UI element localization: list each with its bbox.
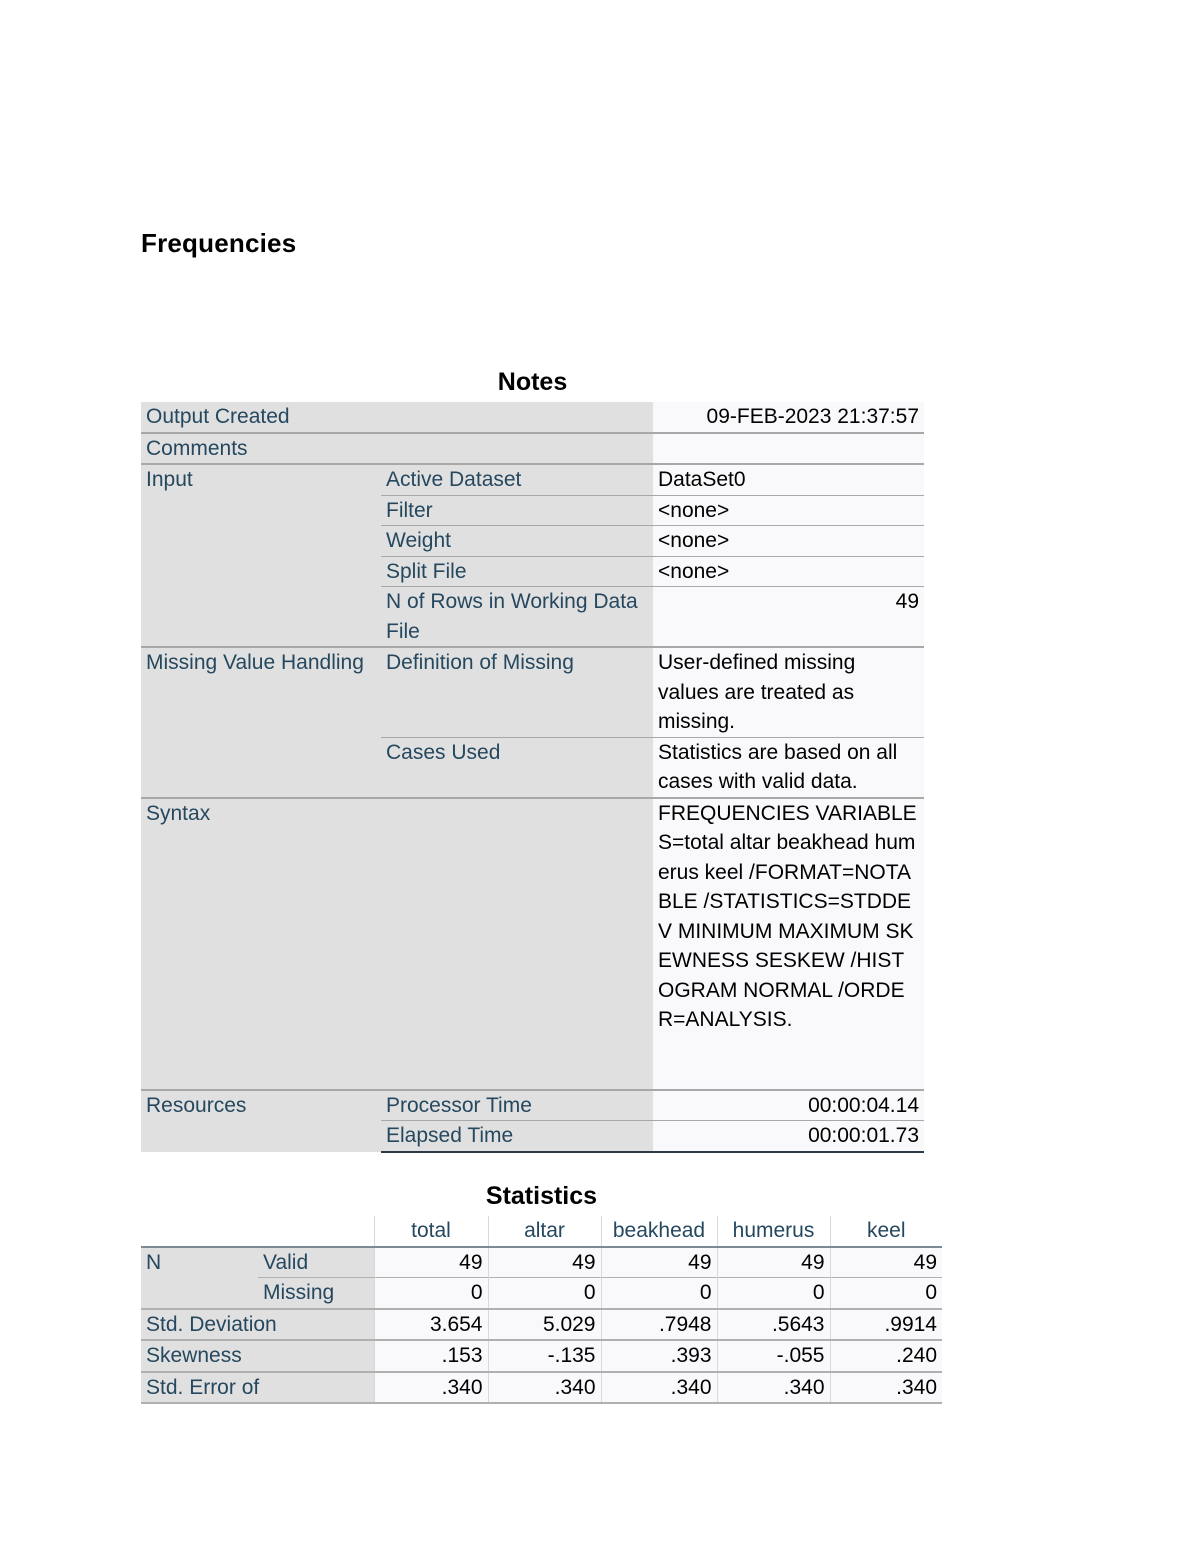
table-row (141, 1247, 942, 1278)
table-cell: .9914 (830, 1309, 942, 1341)
processor-time-value: 00:00:04.14 (653, 1090, 924, 1121)
table-cell: 0 (830, 1278, 942, 1309)
table-cell: 0 (374, 1278, 488, 1309)
notes-title: Notes (497, 368, 568, 396)
n-rows-value: 49 (653, 587, 924, 648)
n-label: N (141, 1247, 258, 1309)
active-dataset-value: DataSet0 (653, 464, 924, 495)
notes-row-processor-time (141, 1090, 924, 1121)
table-cell: 0 (601, 1278, 717, 1309)
table-cell: .340 (830, 1372, 942, 1404)
statistics-header-row (141, 1216, 942, 1247)
output-created-label: Output Created (141, 402, 653, 433)
table-cell: 49 (717, 1247, 830, 1278)
cases-used-value: Statistics are based on all cases with valid data. (653, 737, 924, 798)
definition-missing-label: Definition of Missing (381, 647, 653, 737)
filter-label: Filter (381, 495, 653, 526)
valid-label: Valid (258, 1247, 374, 1278)
elapsed-time-value: 00:00:01.73 (653, 1121, 924, 1152)
col-header-keel: keel (830, 1216, 942, 1247)
resources-label: Resources (141, 1090, 381, 1152)
page-title: Frequencies (141, 228, 297, 258)
table-cell: 0 (717, 1278, 830, 1309)
table-cell: -.055 (717, 1340, 830, 1372)
col-header-humerus: humerus (717, 1216, 830, 1247)
notes-row-active-dataset (141, 464, 924, 495)
notes-table (141, 402, 924, 1153)
col-header-altar: altar (488, 1216, 601, 1247)
elapsed-time-label: Elapsed Time (381, 1121, 653, 1152)
table-row (141, 1340, 942, 1372)
output-created-value: 09-FEB-2023 21:37:57 (653, 402, 924, 433)
table-cell: .7948 (601, 1309, 717, 1341)
table-cell: 49 (488, 1247, 601, 1278)
std-error-label: Std. Error of (141, 1372, 374, 1404)
statistics-title: Statistics (485, 1182, 598, 1210)
comments-label: Comments (141, 433, 653, 465)
table-row (141, 1309, 942, 1341)
table-cell: .340 (374, 1372, 488, 1404)
split-file-label: Split File (381, 556, 653, 587)
skewness-label: Skewness (141, 1340, 374, 1372)
std-deviation-label: Std. Deviation (141, 1309, 374, 1341)
table-cell: -.135 (488, 1340, 601, 1372)
statistics-corner (141, 1216, 374, 1247)
missing-label: Missing (258, 1278, 374, 1309)
col-header-beakhead: beakhead (601, 1216, 717, 1247)
weight-value: <none> (653, 526, 924, 557)
notes-row-syntax (141, 798, 924, 1090)
table-cell: 0 (488, 1278, 601, 1309)
n-rows-label: N of Rows in Working Data File (381, 587, 653, 648)
table-cell: .240 (830, 1340, 942, 1372)
notes-row-output-created (141, 402, 924, 433)
filter-value: <none> (653, 495, 924, 526)
table-cell: 5.029 (488, 1309, 601, 1341)
definition-missing-value: User-defined missing values are treated as missing. (653, 647, 924, 737)
statistics-table (141, 1216, 942, 1404)
cases-used-label: Cases Used (381, 737, 653, 798)
col-header-total: total (374, 1216, 488, 1247)
table-cell: .393 (601, 1340, 717, 1372)
table-cell: .5643 (717, 1309, 830, 1341)
table-cell: 49 (374, 1247, 488, 1278)
syntax-value: FREQUENCIES VARIABLES=total altar beakhead humerus keel /FORMAT=NOTABLE /STATISTICS=STDDEV MINIMUM MAXIMUM SKEWNESS SESKEW /HISTOGRAM NORMAL /ORDER=ANALYSIS. (653, 798, 924, 1090)
notes-row-definition-missing (141, 647, 924, 737)
table-cell: .340 (717, 1372, 830, 1404)
comments-value (653, 433, 924, 465)
weight-label: Weight (381, 526, 653, 557)
table-row (141, 1372, 942, 1404)
processor-time-label: Processor Time (381, 1090, 653, 1121)
table-cell: .153 (374, 1340, 488, 1372)
table-cell: .340 (488, 1372, 601, 1404)
input-label: Input (141, 464, 381, 647)
table-cell: 49 (601, 1247, 717, 1278)
split-file-value: <none> (653, 556, 924, 587)
table-row (141, 1278, 942, 1309)
table-cell: .340 (601, 1372, 717, 1404)
notes-row-comments (141, 433, 924, 465)
table-cell: 3.654 (374, 1309, 488, 1341)
active-dataset-label: Active Dataset (381, 464, 653, 495)
table-cell: 49 (830, 1247, 942, 1278)
missing-handling-label: Missing Value Handling (141, 647, 381, 798)
syntax-label: Syntax (141, 798, 653, 1090)
